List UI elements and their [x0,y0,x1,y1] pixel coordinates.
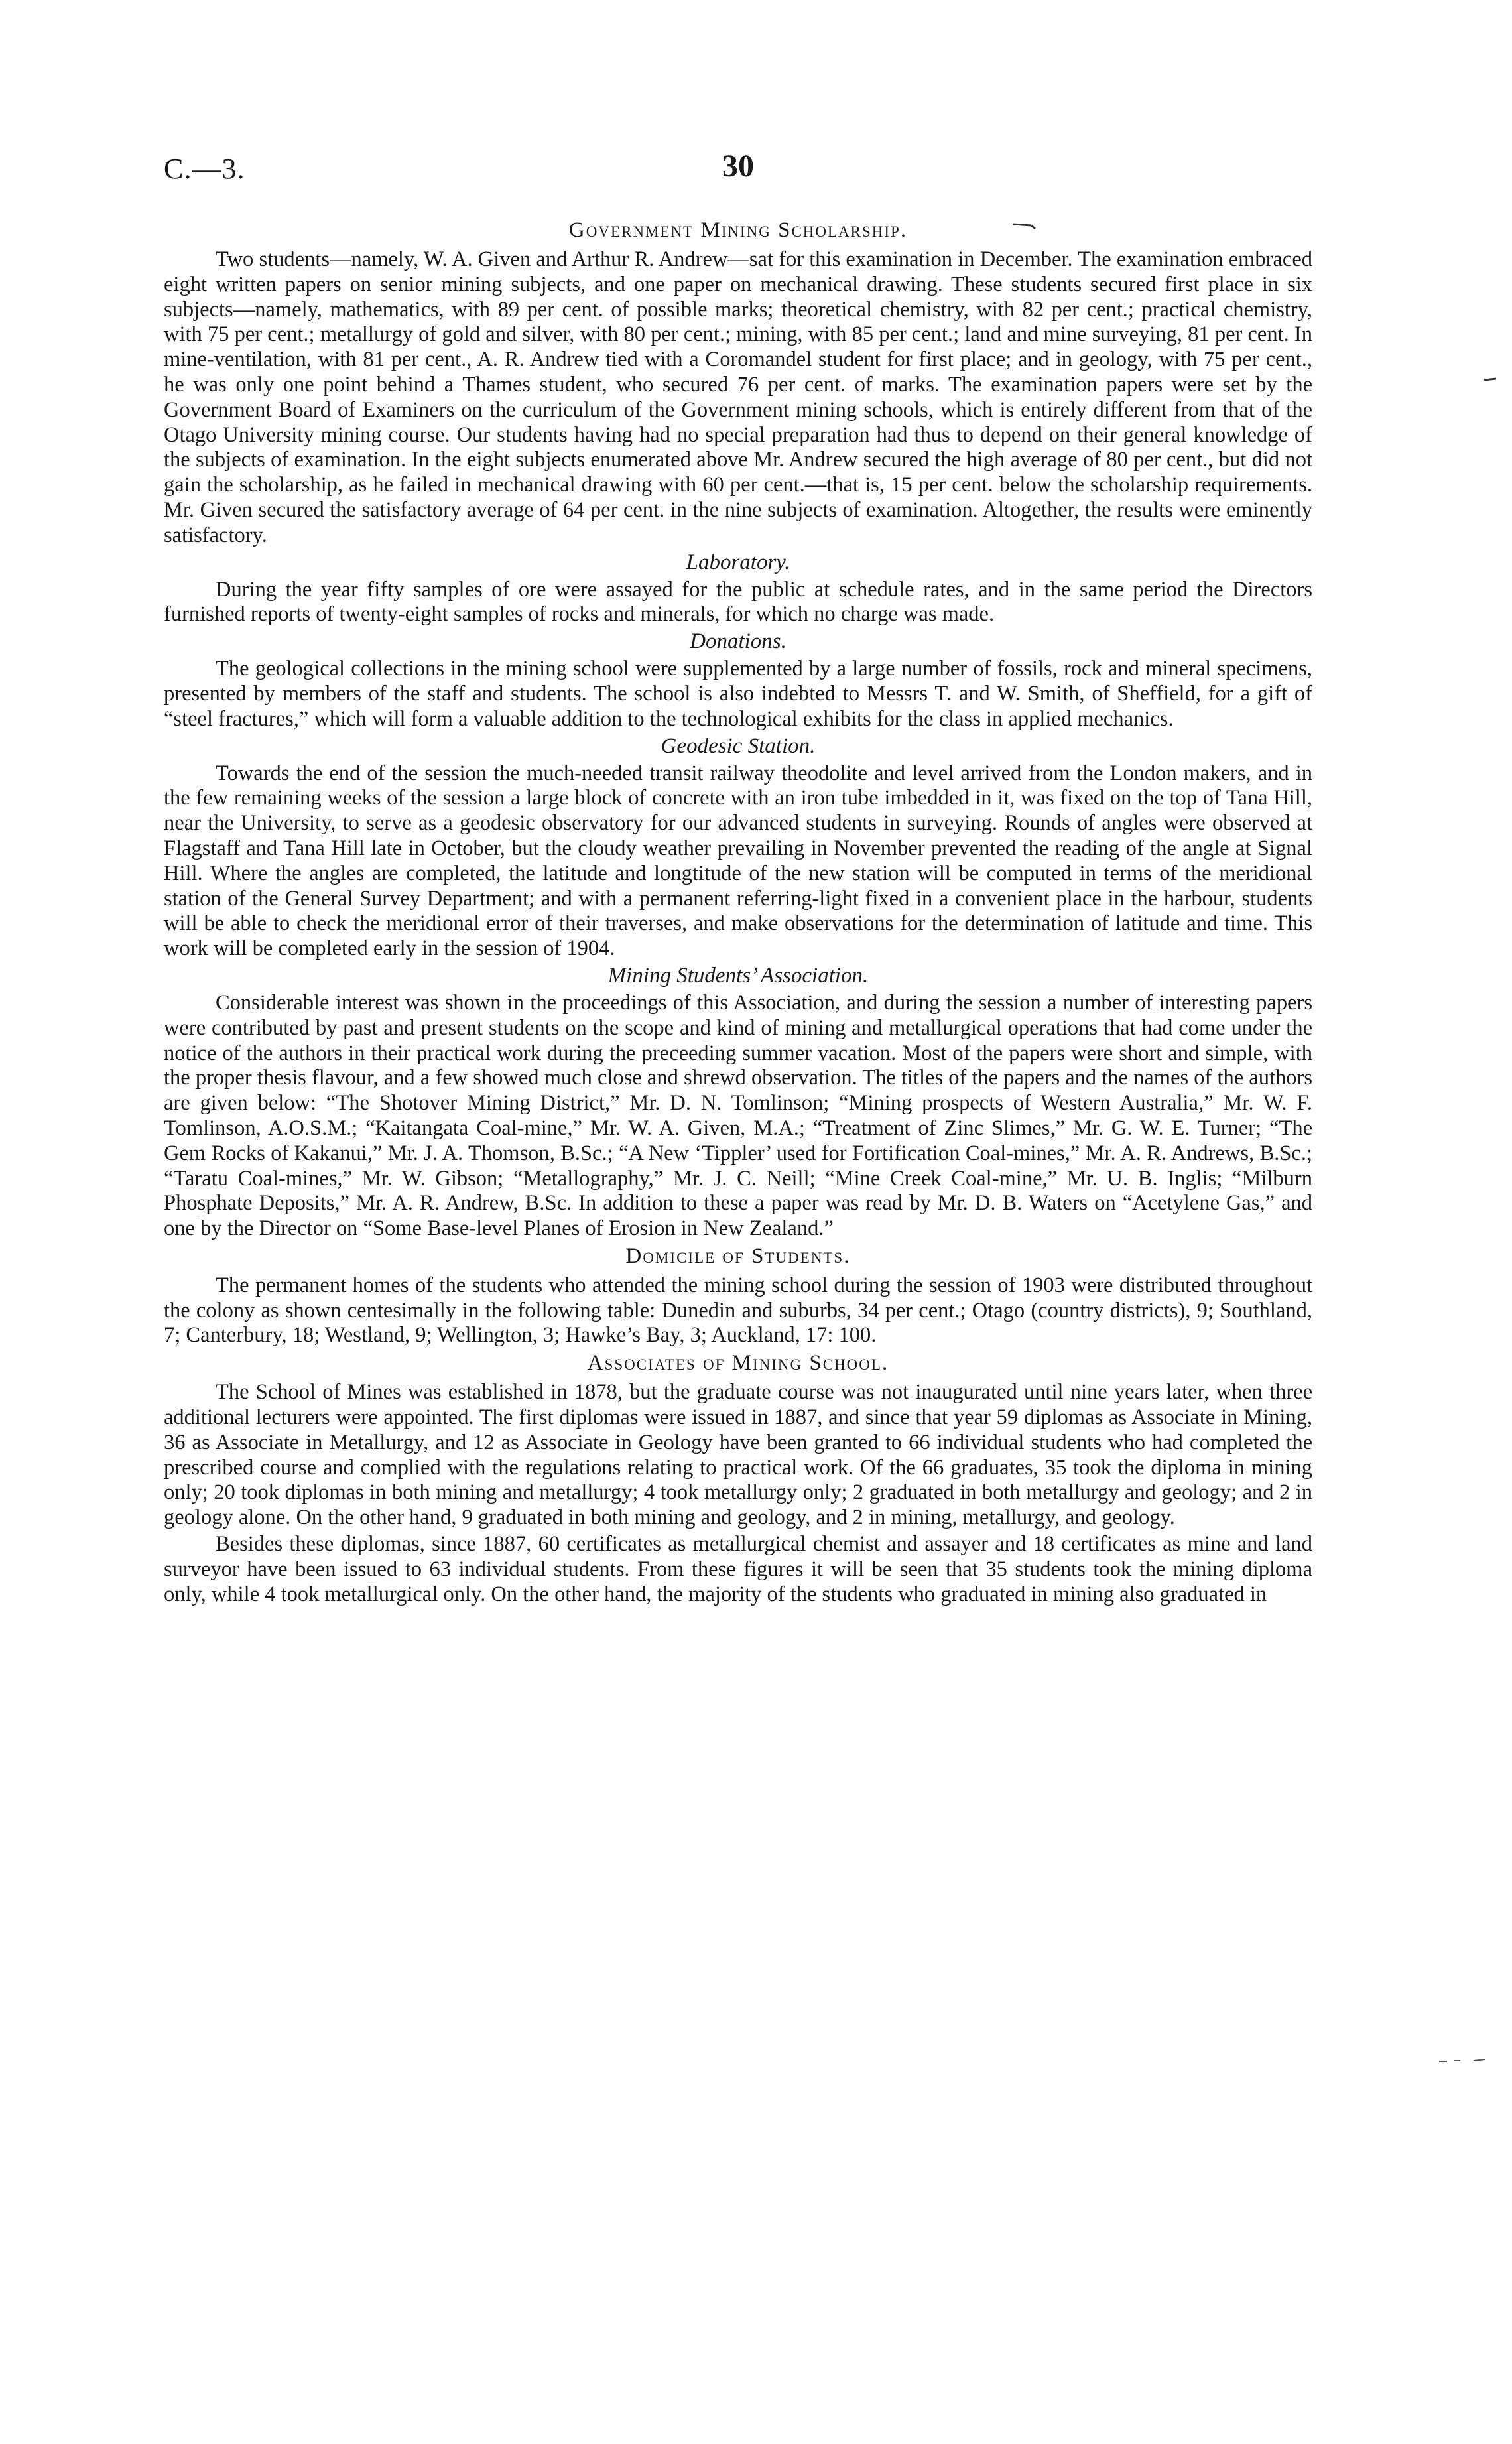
scan-mark-margin-2 [1438,2056,1491,2065]
section-domicile-of-students [164,1243,1312,1348]
section-donations [164,629,1312,732]
document-body [164,217,1312,1608]
section-heading: Associates of Mining School. [587,1351,889,1376]
section-geodesic-station [164,734,1312,962]
paragraph: During the year fifty samples of ore were assayed for the public at schedule rates, and in the same period the Directors furnished reports of twenty-eight samples of rocks and minerals, for which no charge was made. [164,577,1312,627]
section-heading: Laboratory. [686,550,790,574]
section-laboratory [164,550,1312,628]
section-mining-students-association [164,963,1312,1242]
section-heading: Donations. [690,629,787,654]
paragraph: Towards the end of the session the much-needed transit railway theodolite and level arrived from the London makers, and in the few remaining weeks of the session a large block of concrete with an iron tube imbedded in it, was fixed on the top of Tana Hill, near the University, to serve as a geodesic observatory for our advanced students in surveying. Rounds of angles were observed at Flagstaff and Tana Hill late in October, but the cloudy weather prevailing in November prevented the reading of the angle at Signal Hill. Where the angles are completed, the latitude and longtitude of the new station will be computed in terms of the meridional station of the General Survey Department; and with a permanent referring-light fixed in a convenient place in the harbour, students will be able to check the meridional error of their traverses, and make observations for the determination of latitude and time. This work will be completed early in the session of 1904. [164,761,1312,961]
section-heading: Geodesic Station. [661,734,816,758]
document-page [164,143,1312,2411]
section-government-mining-scholarship [164,217,1312,548]
page-number: 30 [722,149,754,184]
paragraph: The permanent homes of the students who attended the mining school during the session of 1903 were distributed throughout the colony as shown centesimally in the following table: Dunedin and suburbs, 34 per cent.; Otago (country districts), 9; Southland, 7; Canterbury, 18; Westland, 9; Wellington, 3; Hawke’s Bay, 3; Auckland, 17: 100. [164,1273,1312,1348]
paragraph: The School of Mines was established in 1878, but the graduate course was not inaugurated until nine years later, when three additional lecturers were appointed. The first diplomas were issued in 1887, and since that year 59 diplomas as Associate in Mining, 36 as Associate in Metallurgy, and 12 as Associate in Geology have been granted to 66 individual students who had completed the prescribed course and complied with the regulations relating to practical work. Of the 66 graduates, 35 took the diploma in mining only; 20 took diplomas in both mining and metallurgy; 4 took metallurgy only; 2 graduated in both metallurgy and geology; and 2 in geology alone. On the other hand, 9 graduated in both mining and geology, and 2 in mining, metallurgy, and geology. [164,1380,1312,1530]
document-reference: C.—3. [164,153,245,185]
scan-mark-dash [1011,222,1038,231]
section-heading: Government Mining Scholarship. [568,218,908,242]
paragraph: Considerable interest was shown in the proceedings of this Association, and during the session a number of interesting papers were contributed by past and present students on the scope and kind of mining and metallurgical operations that had come under the notice of the authors in their practical work during the preceeding summer vacation. Most of the papers were short and simple, with the proper thesis flavour, and a few showed much close and shrewd observation. The titles of the papers and the names of the authors are given below: “The Shotover Mining District,” Mr. D. N. Tomlinson; “Mining prospects of Western Australia,” Mr. W. F. Tomlinson, A.O.S.M.; “Kaitangata Coal-mine,” Mr. W. A. Given, M.A.; “Treatment of Zinc Slimes,” Mr. G. W. E. Turner; “The Gem Rocks of Kakanui,” Mr. J. A. Thomson, B.Sc.; “A New ‘Tippler’ used for Fortification Coal-mines,” Mr. A. R. Andrews, B.Sc.; “Taratu Coal-mines,” Mr. W. Gibson; “Metallography,” Mr. J. C. Neill; “Mine Creek Coal-mine,” Mr. U. B. Inglis; “Milburn Phosphate Deposits,” Mr. A. R. Andrew, B.Sc. In addition to these a paper was read by Mr. D. B. Waters on “Acetylene Gas,” and one by the Director on “Some Base-level Planes of Erosion in New Zealand.” [164,990,1312,1241]
section-heading: Domicile of Students. [625,1244,851,1268]
paragraph: Besides these diplomas, since 1887, 60 certificates as metallurgical chemist and assayer and 18 certificates as mine and land surveyor have been issued to 63 individual students. From these figures it will be seen that 35 students took the mining diploma only, while 4 took metallurgical only. On the other hand, the majority of the students who graduated in mining also graduated in [164,1532,1312,1606]
scan-mark-margin [1483,377,1499,383]
paragraph: Two students—namely, W. A. Given and Arthur R. Andrew—sat for this examination in December. The examination embraced eight written papers on senior mining subjects, and one paper on mechanical drawing. These students secured first place in six subjects—namely, mathematics, with 89 per cent. of possible marks; theoretical chemistry, with 82 per cent.; practical chemistry, with 75 per cent.; metallurgy of gold and silver, with 80 per cent.; mining, with 85 per cent.; land and mine surveying, 81 per cent. In mine-ventilation, with 81 per cent., A. R. Andrew tied with a Coromandel student for first place; and in geology, with 75 per cent., he was only one point behind a Thames student, who secured 76 per cent. of marks. The examination papers were set by the Government Board of Examiners on the curriculum of the Government mining schools, which is entirely different from that of the Otago University mining course. Our students having had no special preparation had thus to depend on their general knowledge of the subjects of examination. In the eight subjects enumerated above Mr. Andrew secured the high average of 80 per cent., but did not gain the scholarship, as he failed in mechanical drawing with 60 per cent.—that is, 15 per cent. below the scholarship requirements. Mr. Given secured the satisfactory average of 64 per cent. in the nine subjects of examination. Altogether, the results were eminently satisfactory. [164,247,1312,547]
paragraph: The geological collections in the mining school were supplemented by a large number of fossils, rock and mineral specimens, presented by members of the staff and students. The school is also indebted to Messrs T. and W. Smith, of Sheffield, for a gift of “steel fractures,” which will form a valuable addition to the technological exhibits for the class in applied mechanics. [164,657,1312,731]
section-heading: Mining Students’ Association. [607,963,869,988]
section-associates-of-mining-school [164,1350,1312,1607]
